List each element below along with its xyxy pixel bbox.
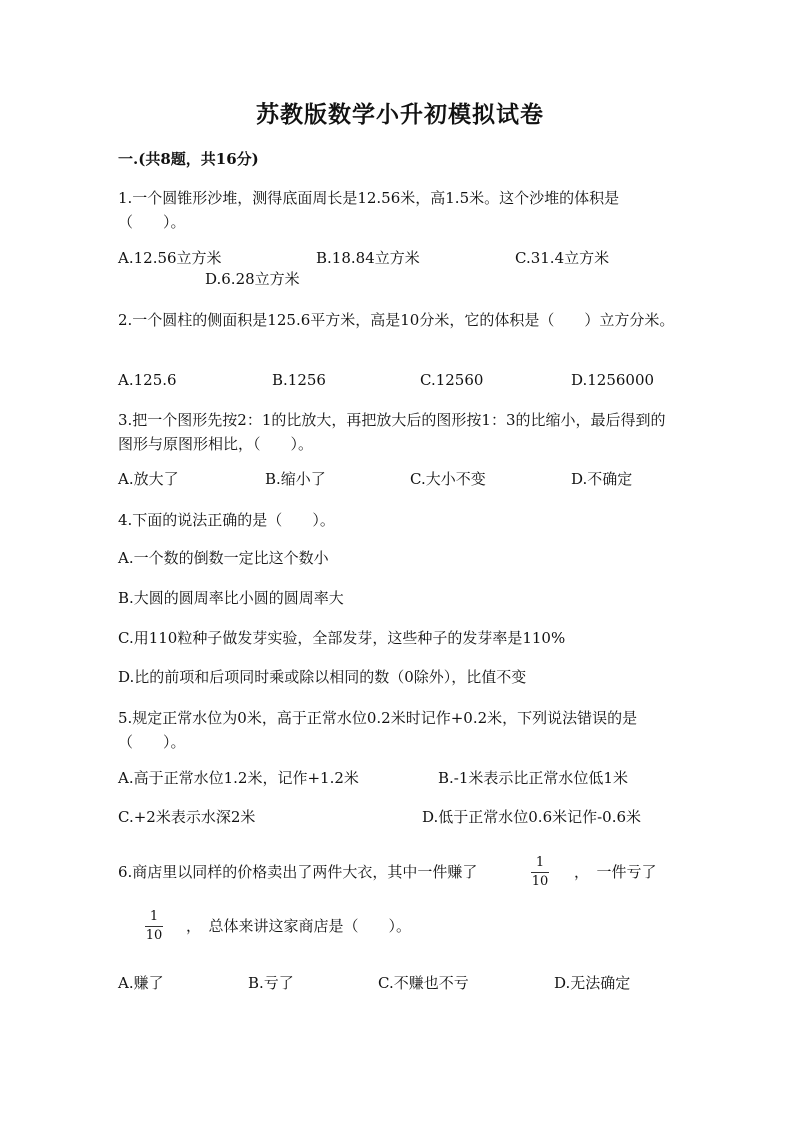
q6-option-a[interactable]: A.赚了 bbox=[118, 974, 164, 992]
question-2-stem: 2.一个圆柱的侧面积是125.6平方米，高是10分米，它的体积是（ ）立方分米。 bbox=[118, 311, 675, 329]
q6-option-b[interactable]: B.亏了 bbox=[248, 974, 294, 992]
section-heading: 一.(共8题，共16分) bbox=[118, 150, 259, 168]
question-6-stem-part3: ， 总体来讲这家商店是（ ）。 bbox=[186, 917, 412, 935]
question-3-stem: 3.把一个图形先按2：1的比放大，再把放大后的图形按1：3的比缩小，最后得到的图形与原图形相比，（ ）。 bbox=[118, 411, 666, 453]
q4-option-d[interactable]: D.比的前项和后项同时乘或除以相同的数（0除外），比值不变 bbox=[118, 668, 527, 686]
fraction-one-tenth bbox=[528, 855, 552, 890]
q2-option-a[interactable]: A.125.6 bbox=[118, 371, 177, 389]
q2-option-c[interactable]: C.12560 bbox=[420, 371, 484, 389]
q1-option-b[interactable]: B.18.84立方米 bbox=[316, 249, 420, 267]
fraction-bar bbox=[531, 872, 549, 873]
fraction-numerator: 1 bbox=[149, 909, 159, 924]
q6-option-d[interactable]: D.无法确定 bbox=[554, 974, 631, 992]
q3-option-d[interactable]: D.不确定 bbox=[571, 470, 633, 488]
q2-option-d[interactable]: D.1256000 bbox=[571, 371, 655, 389]
page-title: 苏教版数学小升初模拟试卷 bbox=[256, 101, 544, 128]
q2-option-b[interactable]: B.1256 bbox=[272, 371, 326, 389]
q3-option-b[interactable]: B.缩小了 bbox=[265, 470, 326, 488]
q1-option-d[interactable]: D.6.28立方米 bbox=[205, 270, 300, 288]
question-6-stem-part2: ， 一件亏了 bbox=[574, 863, 657, 881]
question-1-stem: 1.一个圆锥形沙堆，测得底面周长是12.56米，高1.5米。这个沙堆的体积是（ ）。 bbox=[118, 189, 620, 231]
question-6-stem-part1: 6.商店里以同样的价格卖出了两件大衣，其中一件赚了 bbox=[118, 863, 478, 881]
fraction-numerator: 1 bbox=[535, 855, 545, 870]
q1-option-a[interactable]: A.12.56立方米 bbox=[118, 249, 222, 267]
q4-option-c[interactable]: C.用110粒种子做发芽实验，全部发芽，这些种子的发芽率是110% bbox=[118, 629, 566, 647]
q4-option-b[interactable]: B.大圆的圆周率比小圆的圆周率大 bbox=[118, 589, 344, 607]
fraction-denominator: 10 bbox=[531, 874, 549, 889]
q3-option-a[interactable]: A.放大了 bbox=[118, 470, 179, 488]
q5-option-b[interactable]: B.-1米表示比正常水位低1米 bbox=[438, 769, 628, 787]
q6-option-c[interactable]: C.不赚也不亏 bbox=[378, 974, 469, 992]
q1-option-c[interactable]: C.31.4立方米 bbox=[515, 249, 610, 267]
question-5-stem: 5.规定正常水位为0米，高于正常水位0.2米时记作+0.2米，下列说法错误的是（ ）。 bbox=[118, 709, 638, 751]
question-4-stem: 4.下面的说法正确的是（ ）。 bbox=[118, 511, 335, 529]
fraction-denominator: 10 bbox=[145, 928, 163, 943]
q5-option-c[interactable]: C.+2米表示水深2米 bbox=[118, 808, 256, 826]
q5-option-a[interactable]: A.高于正常水位1.2米，记作+1.2米 bbox=[118, 769, 359, 787]
q3-option-c[interactable]: C.大小不变 bbox=[410, 470, 486, 488]
q4-option-a[interactable]: A.一个数的倒数一定比这个数小 bbox=[118, 549, 329, 567]
q5-option-d[interactable]: D.低于正常水位0.6米记作-0.6米 bbox=[422, 808, 642, 826]
fraction-bar bbox=[145, 926, 163, 927]
fraction-one-tenth-2 bbox=[142, 909, 166, 944]
